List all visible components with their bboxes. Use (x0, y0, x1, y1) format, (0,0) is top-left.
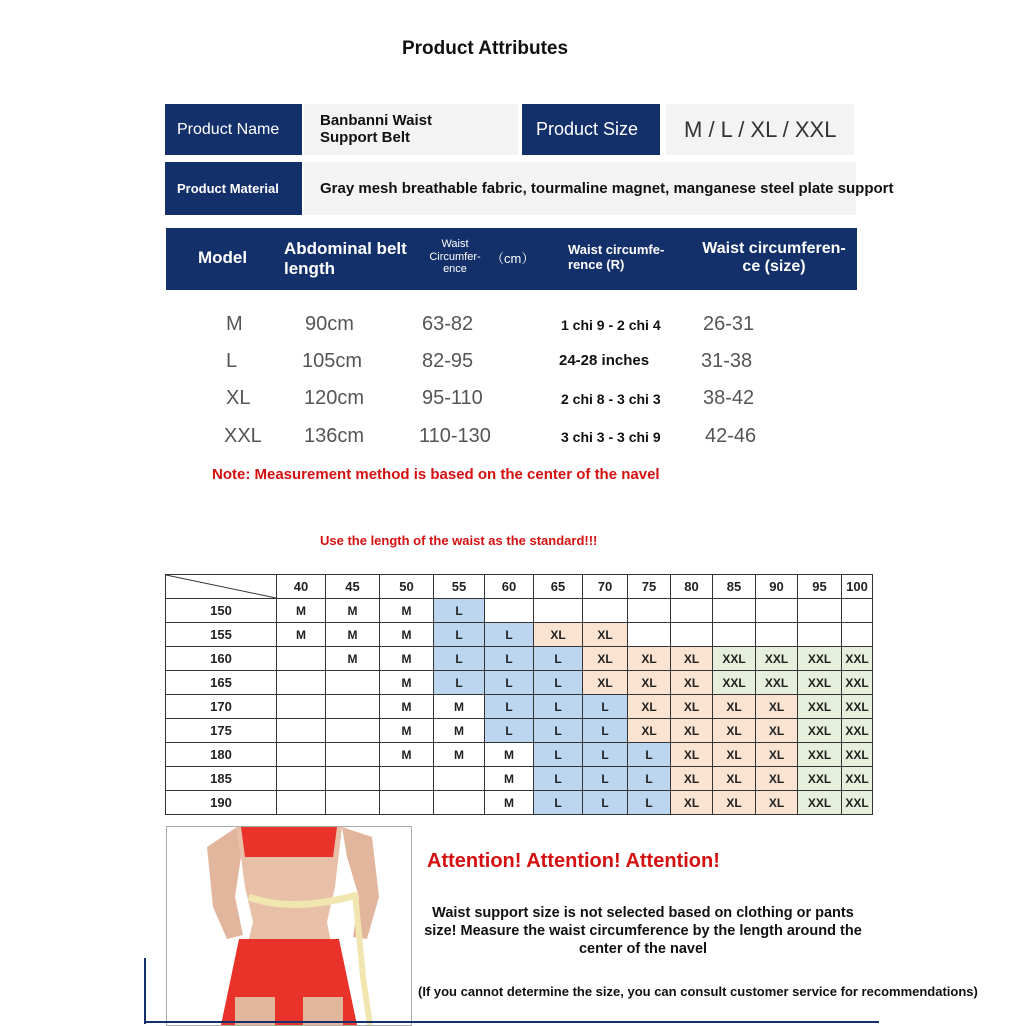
size-row (0, 387, 1024, 417)
grid-cell: L (583, 743, 628, 767)
grid-cell: XL (713, 719, 756, 743)
grid-weight-header: 65 (534, 575, 583, 599)
grid-cell: XXL (798, 647, 842, 671)
grid-height-header: 165 (166, 671, 277, 695)
grid-cell: XXL (798, 671, 842, 695)
grid-cell (583, 599, 628, 623)
size-row (0, 313, 1024, 343)
grid-cell: XXL (842, 647, 873, 671)
grid-cell: M (380, 719, 434, 743)
grid-height-header: 150 (166, 599, 277, 623)
product-material-value: Gray mesh breathable fabric, tourmaline magnet, manganese steel plate support (320, 180, 894, 197)
size-model: L (226, 350, 238, 372)
grid-height-header: 190 (166, 791, 277, 815)
grid-cell: L (628, 743, 671, 767)
product-name-value-box (304, 104, 518, 155)
waist-instructions: Waist support size is not selected based on clothing or pants size! Measure the waist circumference by the length around the center of the navel (424, 905, 862, 958)
product-name-label-box (165, 104, 302, 155)
grid-cell: M (326, 623, 380, 647)
grid-cell: XL (756, 791, 798, 815)
grid-cell (798, 623, 842, 647)
header-waist-cm: Waist Circumfer- ence (429, 238, 481, 276)
grid-weight-header: 95 (798, 575, 842, 599)
consult-note: (If you cannot determine the size, you can consult customer service for recommendations) (418, 984, 978, 999)
grid-cell: M (380, 695, 434, 719)
grid-cell: XXL (842, 743, 873, 767)
header-cm-unit: （cm） (491, 251, 535, 266)
grid-cell: XXL (756, 647, 798, 671)
grid-cell: L (583, 719, 628, 743)
grid-corner (166, 575, 277, 599)
grid-cell (485, 599, 534, 623)
header-model: Model (198, 248, 248, 267)
grid-cell: XL (583, 671, 628, 695)
grid-cell (277, 719, 326, 743)
grid-weight-header: 90 (756, 575, 798, 599)
grid-cell: XL (671, 647, 713, 671)
grid-cell: L (534, 695, 583, 719)
product-material-value-box (304, 162, 894, 215)
size-length: 136cm (304, 425, 365, 447)
grid-height-header: 160 (166, 647, 277, 671)
grid-weight-header: 40 (277, 575, 326, 599)
size-waist-cm: 95-110 (422, 387, 483, 409)
grid-cell: M (485, 791, 534, 815)
grid-cell: M (485, 767, 534, 791)
grid-cell: L (583, 767, 628, 791)
grid-cell: M (485, 743, 534, 767)
model-measuring-waist-image (167, 827, 411, 1025)
grid-cell: XL (671, 743, 713, 767)
grid-cell: XXL (798, 791, 842, 815)
grid-cell (534, 599, 583, 623)
grid-weight-header: 55 (434, 575, 485, 599)
grid-cell: M (380, 647, 434, 671)
grid-cell: XL (534, 623, 583, 647)
grid-cell (326, 695, 380, 719)
size-model: XXL (224, 425, 262, 447)
grid-cell: XL (628, 719, 671, 743)
grid-cell: XL (671, 719, 713, 743)
grid-cell: M (380, 599, 434, 623)
grid-cell: XL (628, 695, 671, 719)
size-table-header (166, 228, 857, 290)
grid-cell: L (583, 791, 628, 815)
grid-cell: L (534, 671, 583, 695)
grid-cell: L (534, 719, 583, 743)
grid-cell: M (277, 623, 326, 647)
grid-cell: L (434, 671, 485, 695)
grid-cell: XL (713, 791, 756, 815)
grid-height-header: 170 (166, 695, 277, 719)
grid-cell (842, 599, 873, 623)
page-title: Product Attributes (401, 38, 569, 59)
grid-weight-header: 45 (326, 575, 380, 599)
size-waist-size: 42-46 (705, 425, 757, 447)
grid-cell: XXL (842, 671, 873, 695)
grid-cell: XL (713, 695, 756, 719)
waist-measurement-photo (166, 826, 412, 1026)
attention-heading: Attention! Attention! Attention! (427, 850, 720, 872)
grid-cell (713, 599, 756, 623)
grid-cell (326, 767, 380, 791)
grid-cell: L (534, 767, 583, 791)
grid-cell: M (434, 695, 485, 719)
grid-cell (756, 599, 798, 623)
grid-cell: L (485, 647, 534, 671)
height-weight-size-grid (165, 574, 873, 815)
grid-cell: XL (713, 743, 756, 767)
grid-cell: XL (756, 719, 798, 743)
grid-row (166, 599, 873, 623)
size-waist-size: 26-31 (703, 313, 755, 335)
frame-line-vertical (144, 958, 146, 1024)
grid-cell: L (485, 719, 534, 743)
grid-weight-header: 70 (583, 575, 628, 599)
grid-cell: XL (628, 671, 671, 695)
header-waist-size: Waist circumferen- ce (size) (702, 240, 846, 276)
grid-height-header: 180 (166, 743, 277, 767)
grid-cell: L (485, 623, 534, 647)
grid-cell: XL (583, 647, 628, 671)
measurement-note: Note: Measurement method is based on the center of the navel (212, 466, 660, 483)
grid-cell: M (380, 743, 434, 767)
grid-cell: L (534, 791, 583, 815)
grid-cell: L (534, 647, 583, 671)
grid-cell (326, 719, 380, 743)
grid-weight-header: 50 (380, 575, 434, 599)
grid-row (166, 791, 873, 815)
grid-height-header: 185 (166, 767, 277, 791)
grid-cell: XXL (798, 719, 842, 743)
grid-cell: XXL (842, 719, 873, 743)
grid-cell (326, 671, 380, 695)
grid-cell: XXL (842, 695, 873, 719)
grid-cell (277, 647, 326, 671)
size-model: XL (226, 387, 251, 409)
grid-cell: L (628, 767, 671, 791)
size-waist-r: 1 chi 9 - 2 chi 4 (561, 317, 661, 333)
grid-cell: M (326, 599, 380, 623)
product-material-label-box (165, 162, 302, 215)
grid-cell: L (434, 599, 485, 623)
product-material-label: Product Material (177, 181, 279, 196)
frame-line-horizontal (144, 1021, 879, 1023)
grid-cell: L (434, 623, 485, 647)
product-size-value: M / L / XL / XXL (684, 116, 837, 142)
product-size-value-box (666, 104, 854, 155)
grid-row (166, 719, 873, 743)
grid-cell (277, 791, 326, 815)
size-length: 105cm (302, 350, 363, 372)
size-waist-cm: 63-82 (422, 313, 474, 335)
grid-cell: XXL (756, 671, 798, 695)
grid-cell (277, 695, 326, 719)
header-waist-r: Waist circumfe- rence (R) (568, 242, 665, 272)
header-belt-length: Abdominal belt length (284, 239, 407, 278)
grid-cell: XL (583, 623, 628, 647)
grid-cell: XXL (798, 695, 842, 719)
grid-cell: XXL (713, 647, 756, 671)
grid-cell: L (583, 695, 628, 719)
grid-cell (756, 623, 798, 647)
grid-cell: M (380, 623, 434, 647)
product-name-value: Banbanni Waist Support Belt (320, 112, 432, 146)
grid-cell (671, 599, 713, 623)
grid-cell (277, 671, 326, 695)
size-waist-size: 38-42 (703, 387, 755, 409)
grid-cell (434, 791, 485, 815)
grid-weight-header: 85 (713, 575, 756, 599)
product-size-label: Product Size (536, 119, 639, 139)
grid-cell (277, 767, 326, 791)
grid-cell: XXL (842, 791, 873, 815)
grid-cell: XL (671, 767, 713, 791)
grid-cell: M (434, 743, 485, 767)
size-waist-r: 3 chi 3 - 3 chi 9 (561, 429, 661, 445)
grid-cell: XL (628, 647, 671, 671)
grid-cell (277, 743, 326, 767)
grid-cell (798, 599, 842, 623)
grid-height-header: 175 (166, 719, 277, 743)
size-waist-r: 2 chi 8 - 3 chi 3 (561, 391, 661, 407)
size-length: 120cm (304, 387, 365, 409)
grid-cell: XL (671, 791, 713, 815)
grid-cell: XXL (842, 767, 873, 791)
grid-cell: XL (671, 695, 713, 719)
grid-cell (713, 623, 756, 647)
grid-cell: XL (671, 671, 713, 695)
grid-cell: L (434, 647, 485, 671)
grid-cell: M (277, 599, 326, 623)
size-waist-size: 31-38 (701, 350, 753, 372)
grid-height-header: 155 (166, 623, 277, 647)
grid-cell (671, 623, 713, 647)
grid-cell: XL (756, 743, 798, 767)
grid-weight-header: 80 (671, 575, 713, 599)
grid-cell: M (326, 647, 380, 671)
grid-row (166, 695, 873, 719)
grid-cell: L (485, 671, 534, 695)
standard-note: Use the length of the waist as the standard!!! (320, 533, 598, 548)
size-waist-cm: 82-95 (422, 350, 474, 372)
grid-weight-header: 60 (485, 575, 534, 599)
grid-cell (380, 791, 434, 815)
size-waist-r: 24-28 inches (559, 352, 650, 369)
size-row (0, 425, 1024, 455)
size-length: 90cm (305, 313, 354, 335)
grid-cell: L (628, 791, 671, 815)
grid-cell (628, 623, 671, 647)
grid-cell: M (380, 671, 434, 695)
grid-cell: XXL (713, 671, 756, 695)
grid-weight-header: 100 (842, 575, 873, 599)
grid-cell (628, 599, 671, 623)
grid-row (166, 671, 873, 695)
grid-cell: L (534, 743, 583, 767)
grid-cell: XL (756, 695, 798, 719)
size-row (0, 350, 1024, 380)
grid-cell (842, 623, 873, 647)
grid-row (166, 623, 873, 647)
product-size-label-box (522, 104, 660, 155)
grid-cell: M (434, 719, 485, 743)
grid-cell: XL (713, 767, 756, 791)
grid-cell (434, 767, 485, 791)
grid-cell (326, 743, 380, 767)
grid-row (166, 647, 873, 671)
grid-cell: L (485, 695, 534, 719)
grid-cell: XXL (798, 767, 842, 791)
grid-cell (380, 767, 434, 791)
grid-row (166, 767, 873, 791)
product-name-label: Product Name (177, 120, 280, 138)
size-waist-cm: 110-130 (419, 425, 491, 447)
grid-row (166, 743, 873, 767)
grid-cell: XXL (798, 743, 842, 767)
grid-cell: XL (756, 767, 798, 791)
grid-cell (326, 791, 380, 815)
grid-weight-header: 75 (628, 575, 671, 599)
size-model: M (226, 313, 243, 335)
